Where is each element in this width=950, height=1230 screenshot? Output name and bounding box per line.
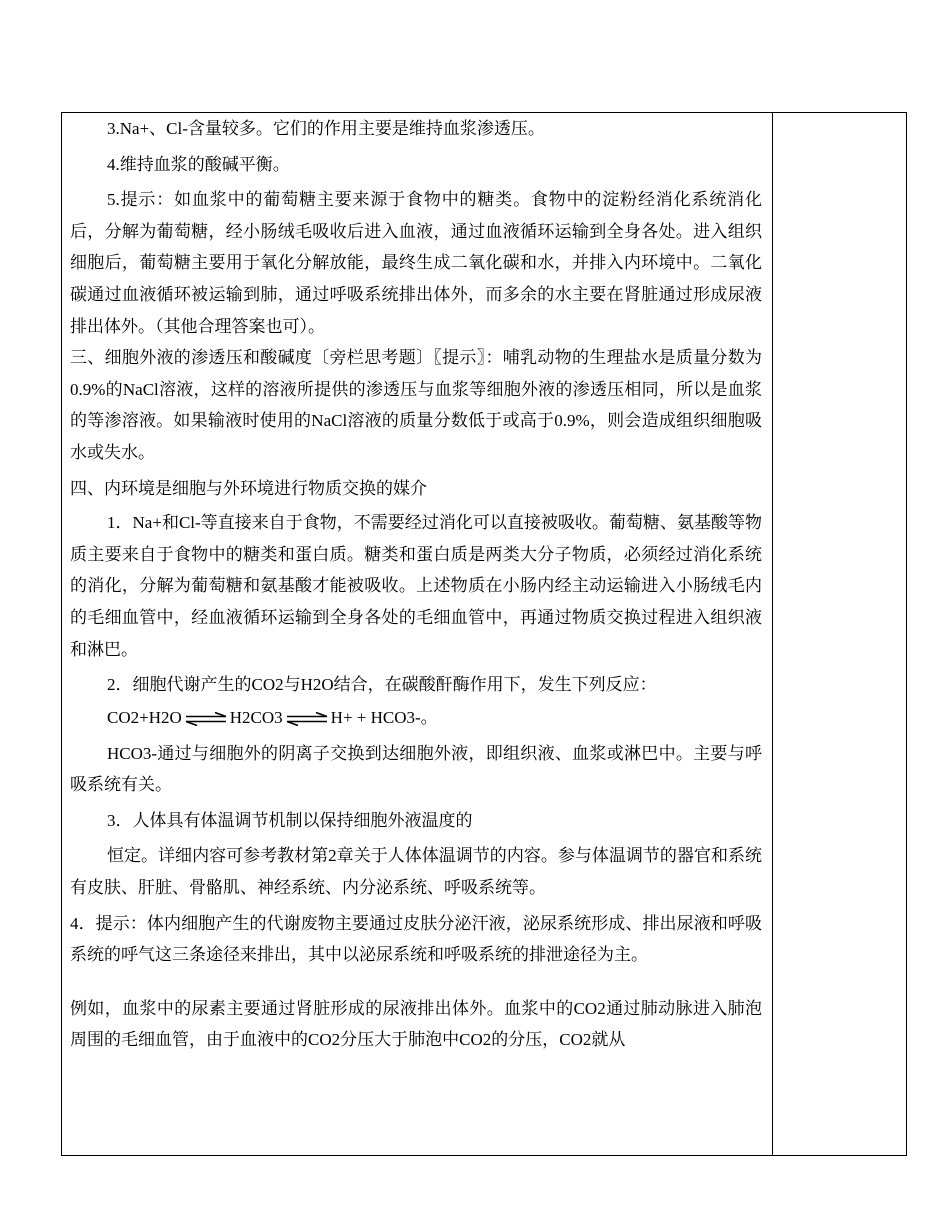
section-heading-medium: 四、内环境是细胞与外环境进行物质交换的媒介 [70,478,427,498]
reversible-arrow-icon [185,712,227,726]
paragraph-hco3: HCO3-通过与细胞外的阴离子交换到达细胞外液，即组织液、血浆或淋巴中。主要与呼吸系统有关。 [70,743,762,795]
reaction-equation [70,701,762,734]
main-text-cell [62,113,773,1155]
equation-intermediate: H2CO3 [229,707,283,727]
paragraph-na-cl: 3.Na+、Cl-含量较多。它们的作用主要是维持血浆渗透压。 [107,119,545,138]
paragraph-co2-reaction-intro: 2．细胞代谢产生的CO2与H2O结合，在碳酸酐酶作用下，发生下列反应： [107,675,657,695]
paragraph-absorption: 1．Na+和Cl-等直接来自于食物，不需要经过消化可以直接被吸收。葡萄糖、氨基酸等物质主要来自于食物中的糖类和蛋白质。糖类和蛋白质是两类大分子物质，必须经过消化系统的消化，分解为葡萄糖和氨基酸才能被吸收。上述物质在小肠内经主动运输进入小肠绒毛内的毛细血管中，经血液循环运输到全身各处的毛细血管中，再通过物质交换过程进入组织液和淋巴。 [70,513,762,659]
answer-text-block [70,113,762,1056]
paragraph-osmotic-pressure: 三、细胞外液的渗透压和酸碱度〔旁栏思考题〕〖提示〗：哺乳动物的生理盐水是质量分数为0.9%的NaCl溶液，这样的溶液所提供的渗透压与血浆等细胞外液的渗透压相同，所以是血浆的等渗溶液。如果输液时使用的NaCl溶液的质量分数低于或高于0.9%，则会造成组织细胞吸水或失水。 [70,348,762,462]
paragraph-glucose-hint: 5.提示：如血浆中的葡萄糖主要来源于食物中的糖类。食物中的淀粉经消化系统消化后，分解为葡萄糖，经小肠绒毛吸收后进入血液，通过血液循环运输到全身各处。进入组织细胞后，葡萄糖主要用于氧化分解放能，最终生成二氧化碳和水，并排入内环境中。二氧化碳通过血液循环被运输到肺，通过呼吸系统排出体外，而多余的水主要在肾脏通过形成尿液排出体外。（其他合理答案也可）。 [70,190,762,336]
equation-products: H+ + HCO3-。 [330,707,438,727]
reversible-arrow-icon [286,712,328,726]
side-notes-cell [773,113,906,1155]
paragraph-example-urea: 例如，血浆中的尿素主要通过肾脏形成的尿液排出体外。血浆中的CO2通过肺动脉进入肺泡周围的毛细血管，由于血液中的CO2分压大于肺泡中CO2的分压，CO2就从 [70,998,762,1050]
content-table [61,112,907,1156]
equation-reactants: CO2+H2O [107,707,182,727]
paragraph-temperature-cont: 恒定。详细内容可参考教材第2章关于人体体温调节的内容。参与体温调节的器官和系统有皮肤、肝脏、骨骼肌、神经系统、内分泌系统、呼吸系统等。 [70,846,762,898]
paragraph-waste-excretion: 4．提示：体内细胞产生的代谢废物主要通过皮肤分泌汗液，泌尿系统形成、排出尿液和呼吸系统的呼气这三条途径来排出，其中以泌尿系统和呼吸系统的排泄途径为主。 [70,913,762,965]
paragraph-temperature: 3．人体具有体温调节机制以保持细胞外液温度的 [107,810,473,830]
paragraph-acid-base: 4.维持血浆的酸碱平衡。 [107,154,290,174]
